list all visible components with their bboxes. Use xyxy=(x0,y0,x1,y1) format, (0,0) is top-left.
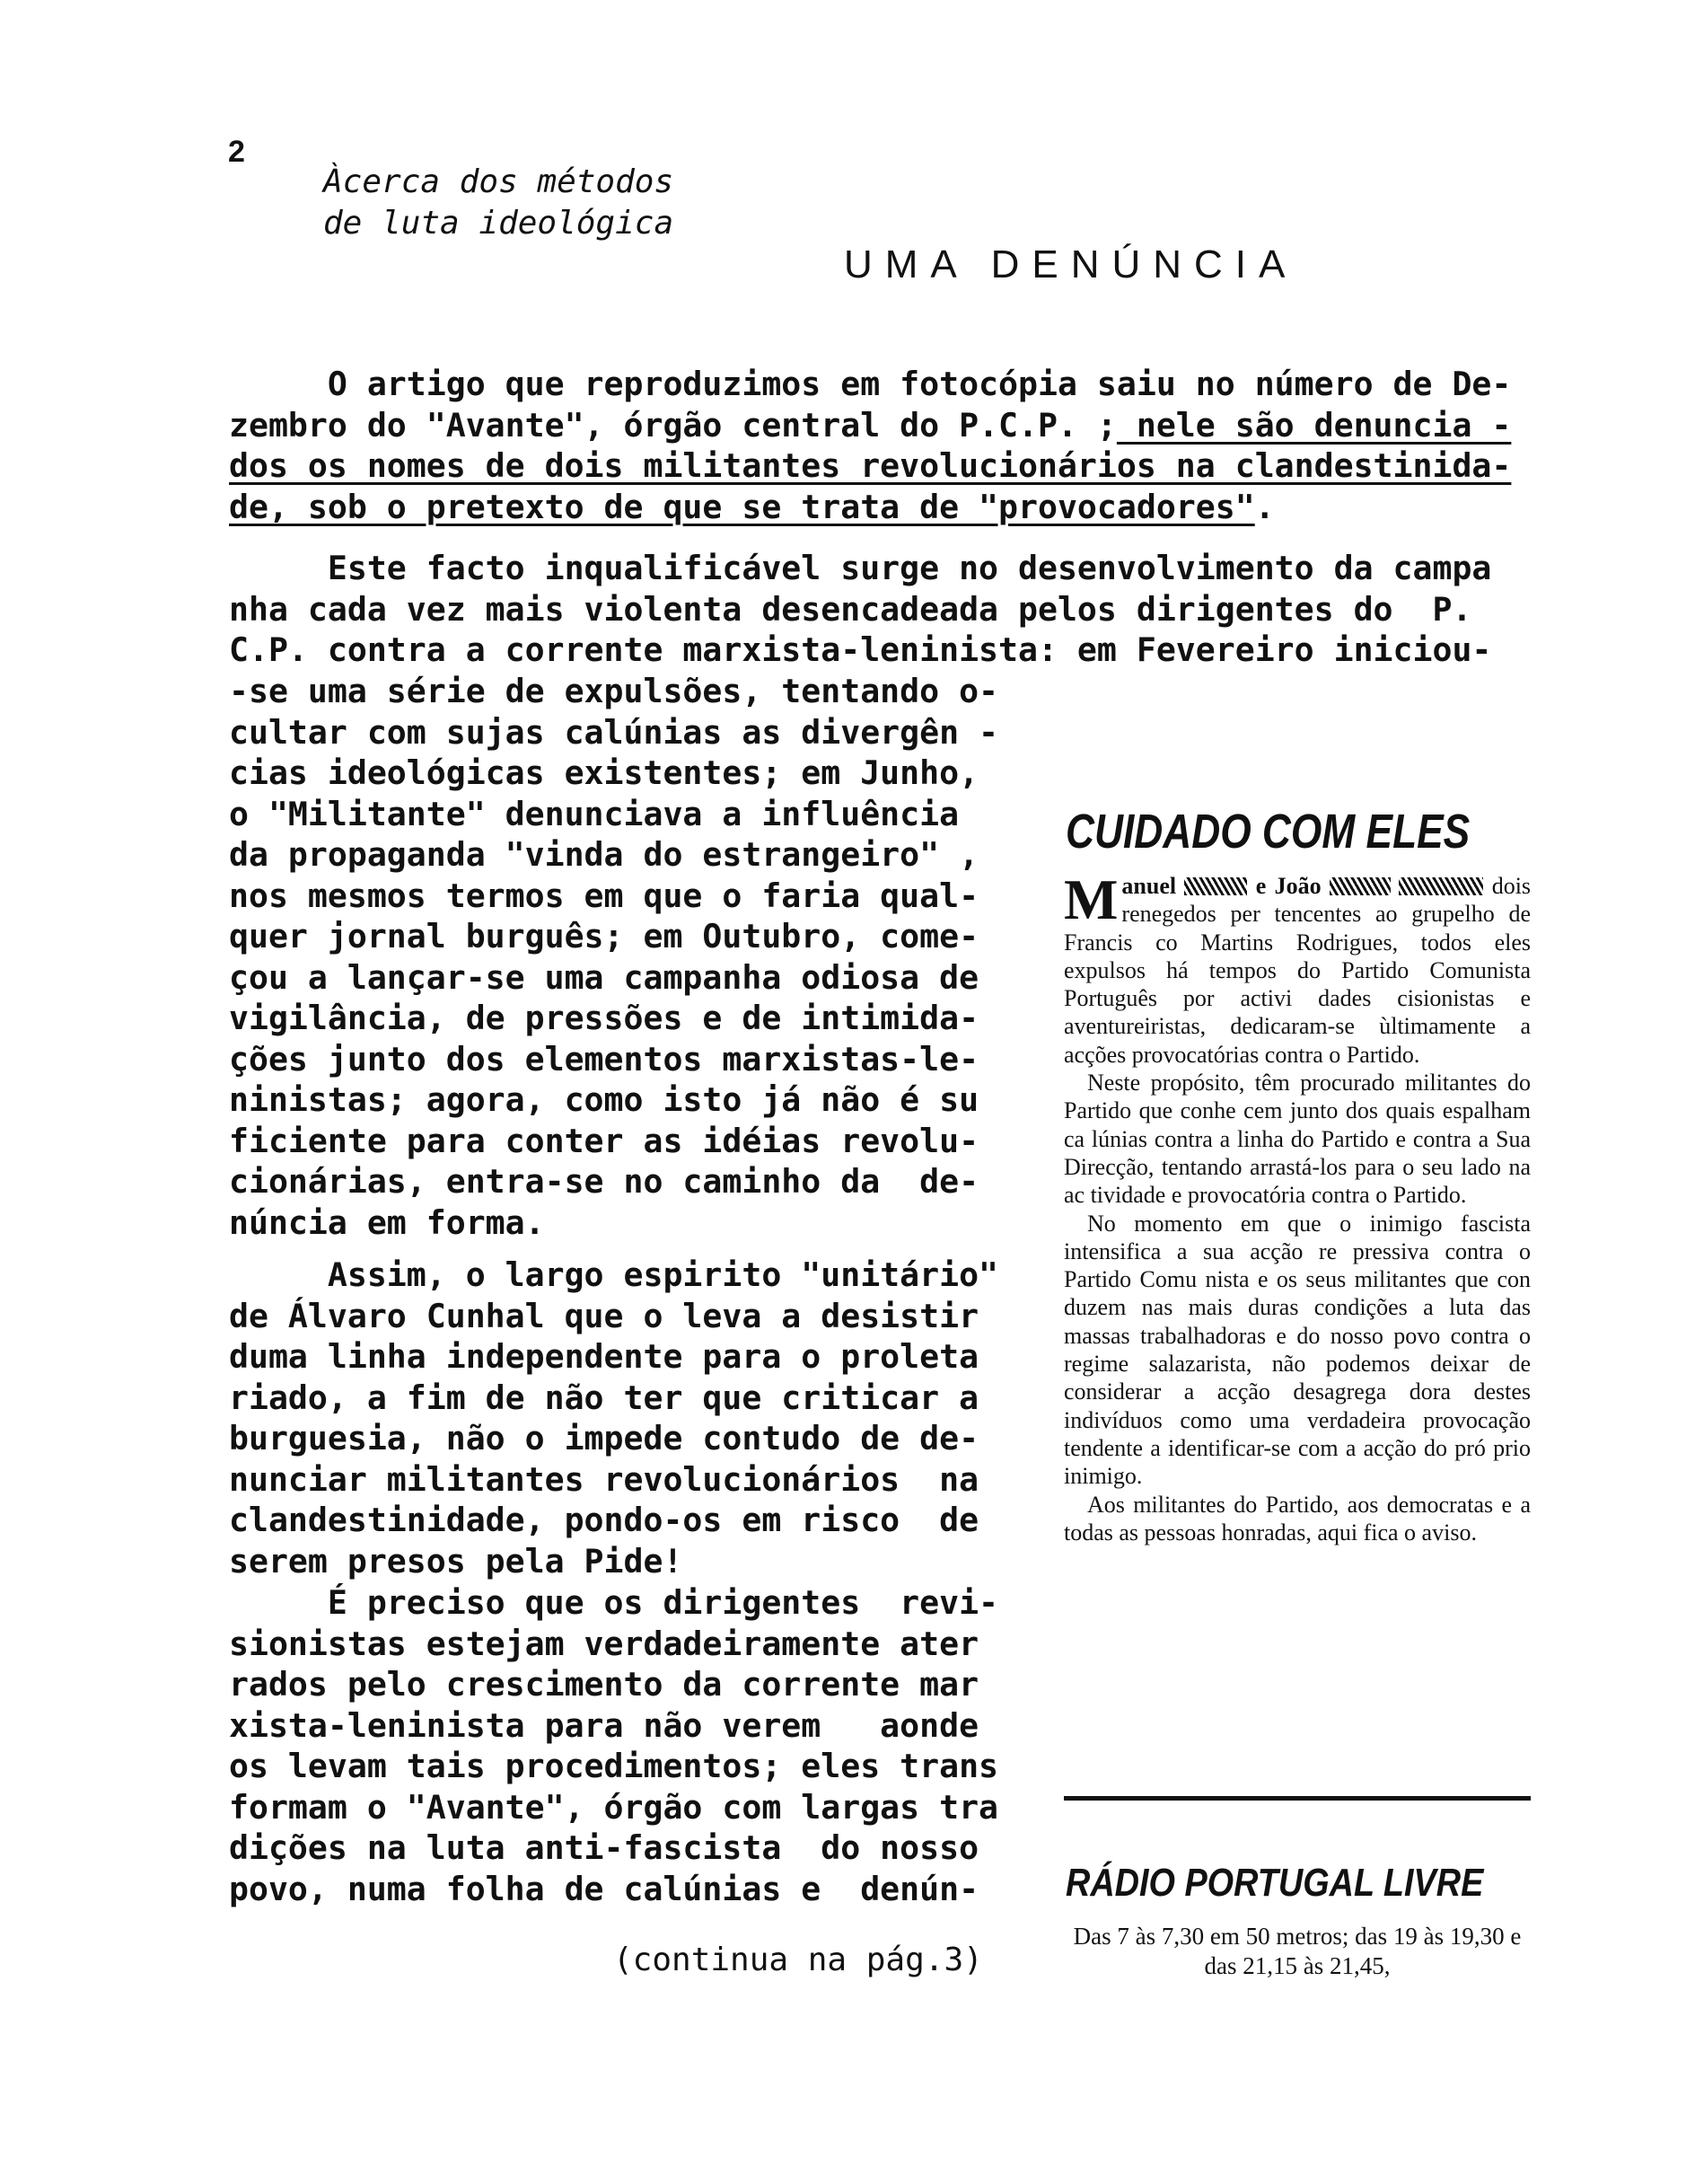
lead-tail: . xyxy=(1254,487,1275,526)
page-number: 2 xyxy=(228,135,245,169)
divider-rule xyxy=(1064,1796,1531,1801)
sidebar-paragraph-4: Aos militantes do Partido, aos democratas e a todas as pessoas honradas, aqui fica o aviso. xyxy=(1064,1491,1531,1546)
redacted-mark xyxy=(1184,877,1247,895)
paragraph-2-column: -se uma série de expulsões, tentando o- cultar com sujas calúnias as divergên - cias ideológicas existentes; em Junho, o "Militante" denunciava a influência da propaganda "vinda do estrangeiro" , nos mesmos termos em que o faria qual- quer jornal burguês; em Outubro, come- çou a lançar-se uma campanha odiosa de vigilância, de pressões e de intimida- ções junto dos elementos marxistas-le- ninistas; agora, como isto já não é su ficiente para conter as idéias revolu- cionárias, entra-se no caminho da de- núncia em forma. xyxy=(229,672,999,1242)
paragraph-2-full-width: Este facto inqualificável surge no desenvolvimento da campa nha cada vez mais violenta desencadeada pelos dirigentes do P. C.P. contra a corrente marxista-leninista: em Fevereiro iniciou- xyxy=(229,549,1492,669)
lead-text: O artigo que reproduzimos em fotocópia saiu no número de De- zembro do "Avante", órgão central do P.C.P. ; xyxy=(229,365,1512,445)
sidebar-title: CUIDADO COM ELES xyxy=(1066,805,1471,859)
paragraph-3: Assim, o largo espirito "unitário" de Álvaro Cunhal que o leva a desistir duma linha independente para o proleta riado, a fim de não ter que criticar a burguesia, não o impede contudo de de- nunciar militantes revolucionários na clandestinidade, pondo-os em risco de serem presos pela Pide! xyxy=(229,1255,999,1581)
sidebar-name-1: anuel xyxy=(1121,873,1177,899)
dropcap: M xyxy=(1064,867,1119,931)
lead-paragraph xyxy=(229,364,1540,527)
sidebar-text-1: dois renegedos per tencentes ao grupelho de Francis co Martins Rodrigues, todos eles expulsos há tempos do Partido Comunista Português por activi dades cisionistas e aventureiristas, dedicaram-se ùltimamente a acções provocatórias contra o Partido. xyxy=(1064,873,1532,1068)
sidebar-body xyxy=(1064,867,1532,1546)
lead-underlined-text: nele são denuncia - dos os nomes de dois militantes revolucionários na clandestinida- de, sob o pretexto de que se trata de "provocadores" xyxy=(229,405,1512,526)
redacted-mark xyxy=(1399,877,1483,895)
sidebar-paragraph-3: No momento em que o inimigo fascista intensifica a sua acção re pressiva contra o Partido Comu nista e os seus militantes que con duzem nas mais duras condições a luta das massas trabalhadoras e do nosso povo contra o regime salazarista, não podemos deixar de considerar a acção desagrega dora destes indivíduos como uma verdadeira provocação tendente a identificar-se com a acção do pró prio inimigo. xyxy=(1064,1210,1531,1490)
sidebar-name-2: e João xyxy=(1255,873,1322,899)
sidebar-clipping xyxy=(1064,804,1531,1546)
radio-title: RÁDIO PORTUGAL LIVRE xyxy=(1066,1861,1484,1905)
kicker xyxy=(323,162,673,244)
redacted-mark xyxy=(1330,877,1391,895)
radio-schedule: Das 7 às 7,30 em 50 metros; das 19 às 19,30 e das 21,15 às 21,45, xyxy=(1073,1923,1522,1979)
paragraph-4: É preciso que os dirigentes revi- sionistas estejam verdadeiramente ater rados pelo crescimento da corrente mar xista-leninista para não verem aonde os levam tais procedimentos; eles trans formam o "Avante", órgão com largas tra dições na luta anti-fascista do nosso povo, numa folha de calúnias e denún- xyxy=(229,1583,999,1908)
sidebar-paragraph-1 xyxy=(1064,867,1532,1069)
headline: UMA DENÚNCIA xyxy=(844,242,1298,286)
kicker-line-2: de luta ideológica xyxy=(323,205,674,242)
continued-note: (continua na pág.3) xyxy=(613,1942,983,1978)
sidebar-paragraph-2: Neste propósito, têm procurado militantes do Partido que conhe cem junto dos quais espalham ca lúnias contra a linha do Partido e contra a Sua Direcção, tentando arrastá-los para o seu lado na ac tividade e provocatória contra o Partido. xyxy=(1064,1070,1531,1209)
kicker-line-1: Àcerca dos métodos xyxy=(323,163,674,200)
